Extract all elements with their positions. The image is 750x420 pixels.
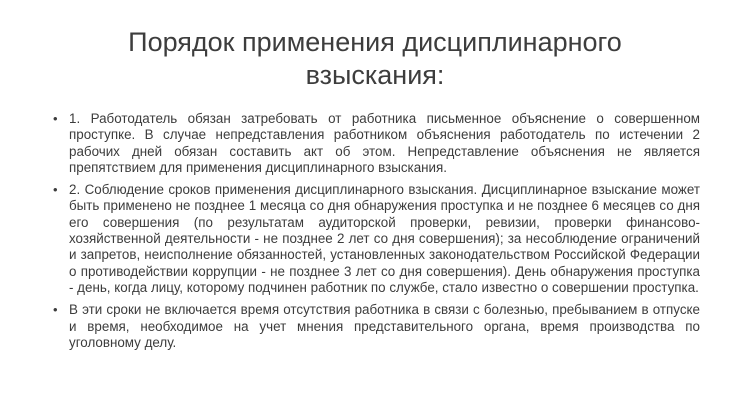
list-item (52, 182, 700, 296)
slide-title: Порядок применения дисциплинарного взыскания: (128, 27, 622, 90)
bullet-icon: • (53, 302, 58, 318)
bullet-icon: • (53, 182, 58, 198)
bullet-icon: • (53, 111, 58, 126)
list-item-text: 1. Работодатель обязан затребовать от работника письменное объяснение о совершенном проступке. В случае непредставления работником объяснения работодатель по истечении 2 рабочих дней обязан составить акт об этом. Непредставление объяснения не является препятствием для применения дисциплинарного взыскания. (69, 111, 700, 175)
list-item-text: 2. Соблюдение сроков применения дисциплинарного взыскания. Дисциплинарное взыскание может быть применено не позднее 1 месяца со дня обнаружения проступка и не позднее 6 месяцев со дня его совершения (по результатам аудиторской проверки, ревизии, проверки финансово-хозяйственной деятельности - не позднее 2 лет со дня совершения); за несоблюдение ограничений и запретов, неисполнение обязанностей, установленных законодательством Российской Федерации о противодействии коррупции - не позднее 3 лет со дня совершения). День обнаружения проступка - день, когда лицу, которому подчинен работник по службе, стало известно о совершении проступка. (69, 182, 700, 295)
bullet-list (52, 111, 700, 357)
list-item (52, 302, 700, 351)
list-item-text: В эти сроки не включается время отсутствия работника в связи с болезнью, пребыванием в отпуске и время, необходимое на учет мнения представительного органа, время производства по уголовному делу. (69, 302, 700, 350)
list-item (52, 111, 700, 176)
